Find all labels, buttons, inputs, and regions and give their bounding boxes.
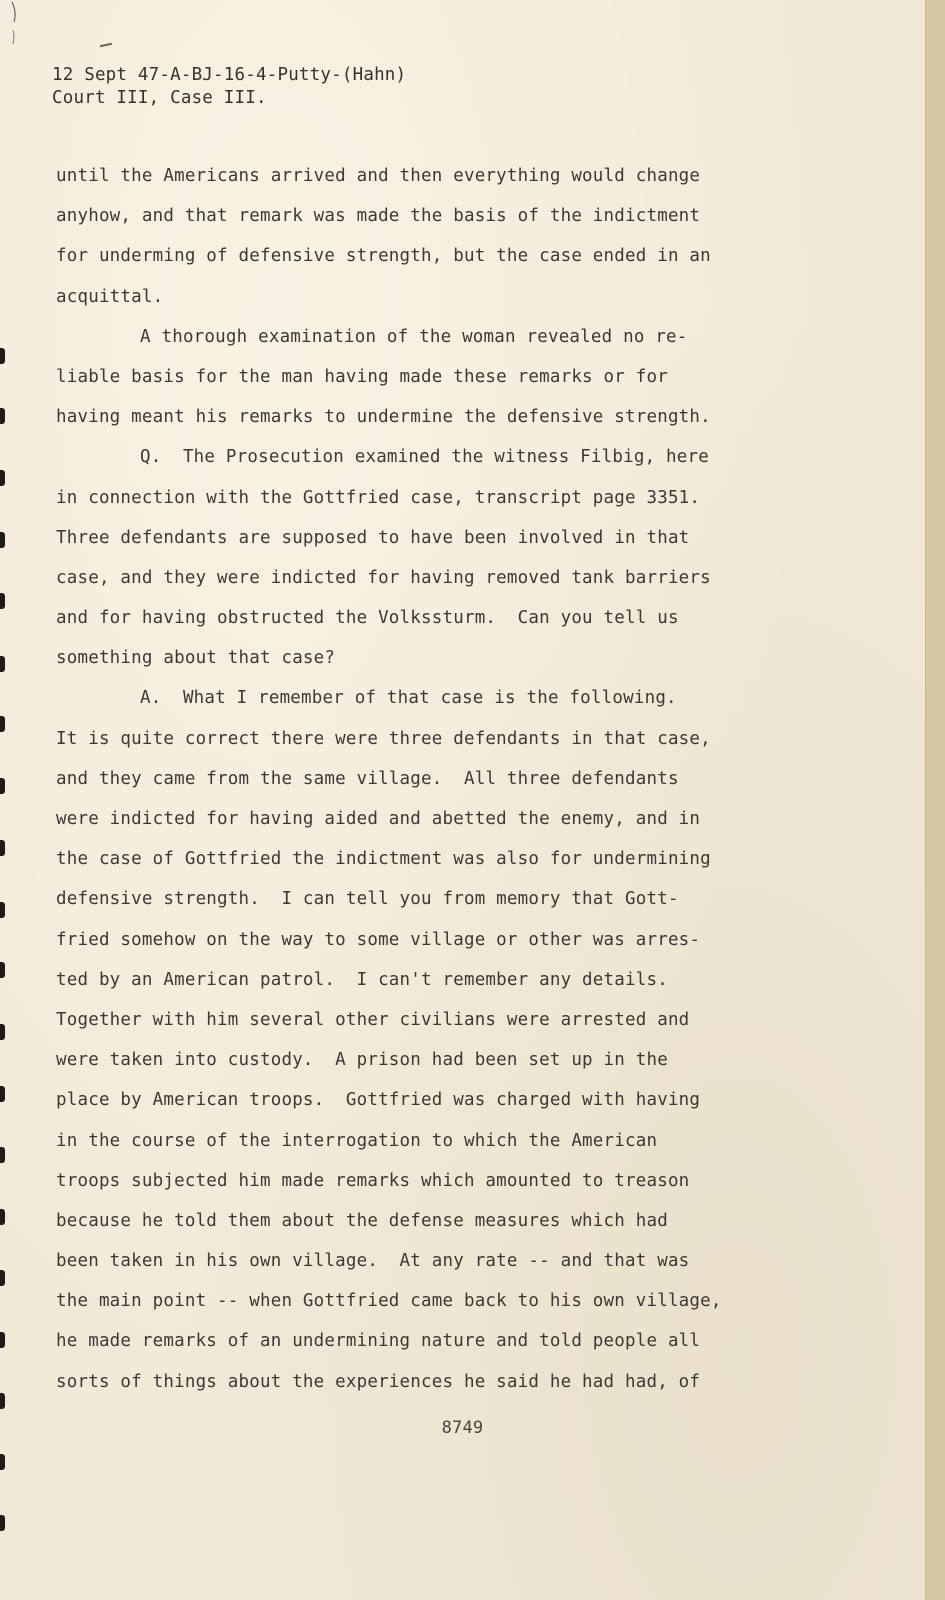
transcript-body <box>56 156 836 1402</box>
document-header <box>52 64 406 110</box>
page-number: 8749 <box>441 1418 484 1438</box>
binding-hole <box>0 593 5 609</box>
text-line: in connection with the Gottfried case, transcript page 3351. <box>56 487 701 508</box>
text-line: until the Americans arrived and then everything would change <box>56 166 701 186</box>
text-line: ted by an American patrol. I can't remember any details. <box>56 969 668 990</box>
binding-hole <box>0 470 5 486</box>
text-line: case, and they were indicted for having removed tank barriers <box>56 567 711 588</box>
binding-hole <box>0 840 5 856</box>
binding-hole <box>0 1209 5 1225</box>
binding-hole <box>0 656 5 672</box>
binding-hole <box>0 1147 5 1163</box>
binding-holes <box>0 0 8 1600</box>
pencil-mark <box>10 0 20 46</box>
text-line: defensive strength. I can tell you from memory that Gott- <box>56 889 679 910</box>
text-line: the case of Gottfried the indictment was also for undermining <box>56 849 711 870</box>
ink-tick <box>100 43 112 47</box>
binding-hole <box>0 1270 5 1286</box>
text-line: were indicted for having aided and abetted the enemy, and in <box>56 809 701 829</box>
text-line: place by American troops. Gottfried was charged with having <box>56 1090 701 1111</box>
binding-hole <box>0 348 5 364</box>
text-line: anyhow, and that remark was made the basis of the indictment <box>56 206 701 227</box>
text-line: fried somehow on the way to some village or other was arres- <box>56 929 701 950</box>
header-court: Court III, Case III. <box>52 88 267 108</box>
text-line: A thorough examination of the woman revealed no re- <box>140 326 688 347</box>
question-line: Q. The Prosecution examined the witness Filbig, here <box>140 447 710 468</box>
text-line: something about that case? <box>56 648 336 669</box>
text-line: in the course of the interrogation to which the American <box>56 1130 658 1151</box>
text-line: been taken in his own village. At any rate -- and that was <box>56 1251 690 1272</box>
binding-hole <box>0 532 5 548</box>
text-line: and they came from the same village. All three defendants <box>56 768 679 789</box>
binding-hole <box>0 1393 5 1409</box>
text-line: were taken into custody. A prison had been set up in the <box>56 1050 668 1071</box>
binding-hole <box>0 1515 5 1531</box>
text-line: liable basis for the man having made these remarks or for <box>56 366 668 387</box>
binding-hole <box>0 1332 5 1348</box>
binding-hole <box>0 1086 5 1102</box>
binding-hole <box>0 778 5 794</box>
answer-line: A. What I remember of that case is the following. <box>140 688 677 709</box>
text-line: because he told them about the defense measures which had <box>56 1210 668 1231</box>
binding-hole <box>0 1024 5 1040</box>
binding-hole <box>0 1454 5 1470</box>
text-line: troops subjected him made remarks which amounted to treason <box>56 1170 690 1191</box>
text-line: It is quite correct there were three defendants in that case, <box>56 728 711 749</box>
binding-hole <box>0 962 5 978</box>
text-line: and for having obstructed the Volkssturm. Can you tell us <box>56 608 679 629</box>
text-line: the main point -- when Gottfried came back to his own village, <box>56 1291 722 1312</box>
text-line: Together with him several other civilians were arrested and <box>56 1009 690 1030</box>
text-line: sorts of things about the experiences he said he had had, of <box>56 1371 701 1392</box>
header-reference: 12 Sept 47-A-BJ-16-4-Putty-(Hahn) <box>52 65 407 85</box>
text-line: he made remarks of an undermining nature and told people all <box>56 1331 701 1352</box>
binding-hole <box>0 408 5 424</box>
binding-hole <box>0 902 5 918</box>
text-line: acquittal. <box>56 286 164 307</box>
text-line: for underming of defensive strength, but the case ended in an <box>56 246 711 267</box>
binding-hole <box>0 716 5 732</box>
page-edge <box>925 0 945 1600</box>
text-line: having meant his remarks to undermine the defensive strength. <box>56 407 711 428</box>
text-line: Three defendants are supposed to have been involved in that <box>56 527 690 548</box>
